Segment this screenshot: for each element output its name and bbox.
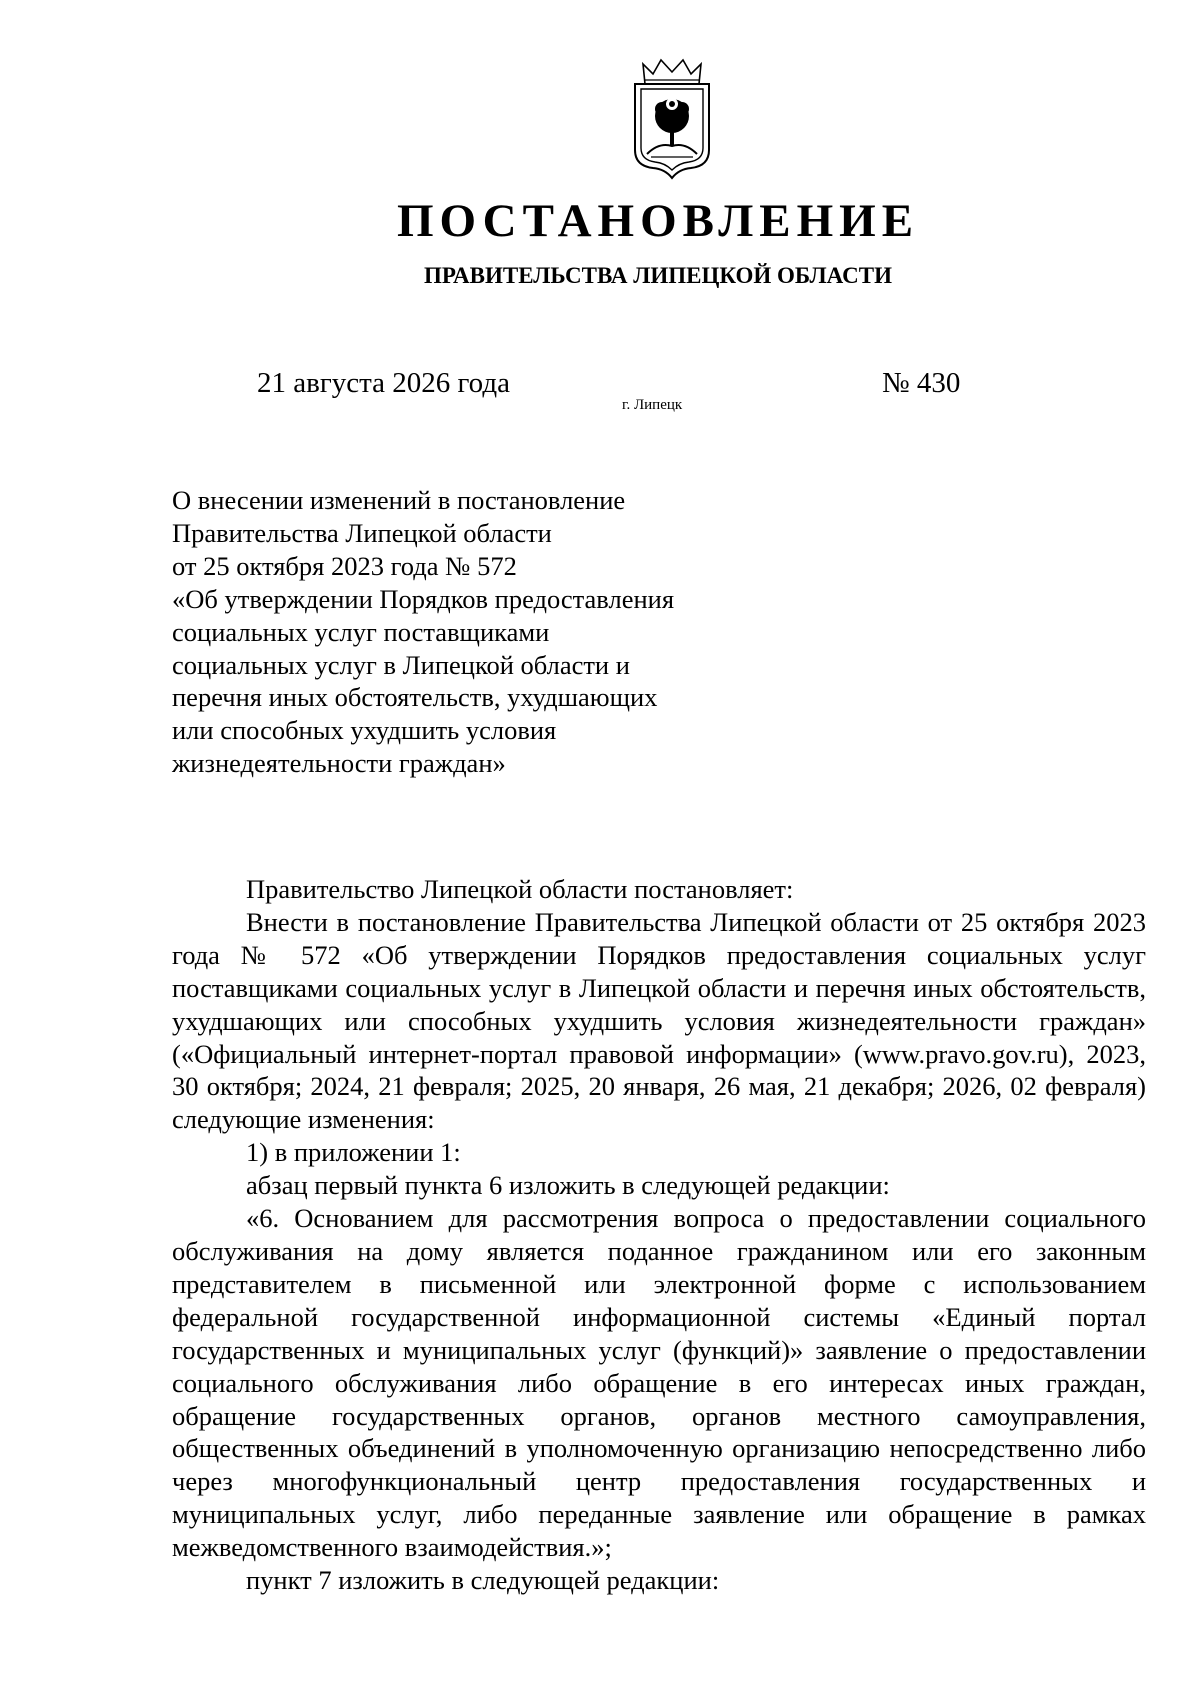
amendment-instruction: пункт 7 изложить в следующей редакции: (246, 1565, 720, 1596)
issuer-subtitle: ПРАВИТЕЛЬСТВА ЛИПЕЦКОЙ ОБЛАСТИ (424, 263, 892, 288)
document-heading (172, 484, 732, 780)
amended-clause-text: «6. Основанием для рассмотрения вопроса о предоставлении социального обслуживания на дому является поданное гражданином или его законным представителем в письменной или электронной форме с использованием федеральной государственной информационной системы «Единый портал государственных и муниципальных услуг (функций)» заявление о предоставлении социального обслуживания либо обращение в его интересах иных граждан, обращение государственных органов, органов местного самоуправления, общественных объединений в уполномоченную организацию непосредственно либо через многофункциональный центр предоставления государственных и муниципальных услуг, либо переданные заявление или обращение в рамках межведомственного взаимодействия.»; (172, 1203, 1146, 1563)
heading-line: О внесении изменений в постановление (172, 485, 626, 515)
heading-line: жизнедеятельности граждан» (172, 748, 506, 779)
document-number: № 430 (882, 367, 961, 399)
heading-line: или способных ухудшить условия (172, 715, 557, 746)
document-type-title: ПОСТАНОВЛЕНИЕ (396, 195, 920, 247)
heading-line: «Об утверждении Порядков предоставления (172, 583, 675, 614)
resolution-intro: Правительство Липецкой области постановляет: (246, 874, 794, 904)
document-date: 21 августа 2026 года (257, 367, 510, 399)
amendment-instruction: абзац первый пункта 6 изложить в следующей редакции: (246, 1170, 890, 1201)
heading-line: перечня иных обстоятельств, ухудшающих (172, 682, 658, 713)
document-city: г. Липецк (622, 397, 683, 413)
amendment-item: 1) в приложении 1: (246, 1137, 461, 1168)
heading-line: социальных услуг поставщиками (172, 616, 550, 647)
coat-of-arms-icon (627, 54, 717, 182)
heading-line: социальных услуг в Липецкой области и (172, 649, 630, 680)
document-body (172, 873, 1146, 1597)
amendment-paragraph: Внести в постановление Правительства Липецкой области от 25 октября 2023 года № 572 «Об утверждении Порядков предоставления социальных услуг поставщиками социальных услуг в Липецкой области и перечня иных обстоятельств, ухудшающих или способных ухудшить условия жизнедеятельности граждан» («Официальный интернет-портал правовой информации» (www.pravo.gov.ru), 2023, 30 октября; 2024, 21 февраля; 2025, 20 января, 26 мая, 21 декабря; 2026, 02 февраля) следующие изменения: (172, 906, 1146, 1135)
heading-line: от 25 октября 2023 года № 572 (172, 550, 517, 581)
heading-line: Правительства Липецкой области (172, 517, 552, 548)
